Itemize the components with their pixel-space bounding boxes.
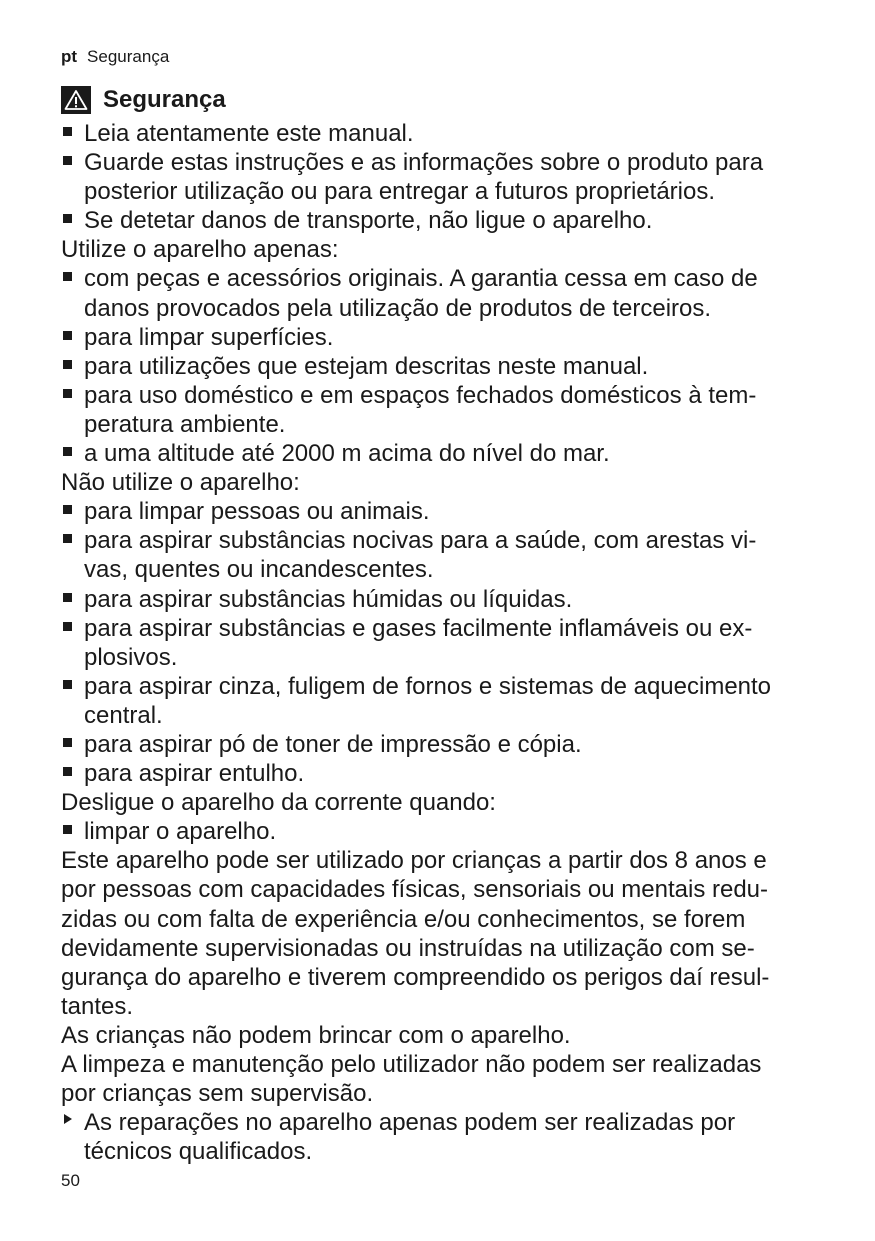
list-item-continuation: danos provocados pela utilização de produtos de terceiros.	[84, 294, 712, 322]
list-item: para aspirar substâncias húmidas ou líquidas.	[84, 585, 573, 613]
list-item: Leia atentamente este manual.	[84, 120, 414, 147]
warning-triangle-icon	[61, 86, 91, 114]
paragraph-line: devidamente supervisionadas ou instruídas na utilização com se-	[61, 934, 755, 962]
paragraph-line: A limpeza e manutenção pelo utilizador não podem ser realizadas	[61, 1051, 762, 1078]
list-item: para limpar pessoas ou animais.	[84, 498, 430, 526]
section-name: Segurança	[87, 47, 170, 66]
page-title: Segurança	[103, 86, 226, 113]
list-item-continuation: central.	[84, 701, 163, 729]
instruction-item-continuation: técnicos qualificados.	[84, 1138, 313, 1166]
list-item: Se detetar danos de transporte, não ligue o aparelho.	[84, 207, 653, 235]
list-item-continuation: vas, quentes ou incandescentes.	[84, 556, 434, 584]
list-item: para utilizações que estejam descritas neste manual.	[84, 352, 649, 380]
list-item: para aspirar substâncias e gases facilmente inflamáveis ou ex-	[84, 614, 753, 642]
list-item: para uso doméstico e em espaços fechados domésticos à tem-	[84, 381, 757, 409]
paragraph-line: gurança do aparelho e tiverem compreendido os perigos daí resul-	[61, 963, 770, 991]
section-title	[61, 84, 226, 116]
paragraph-line: por pessoas com capacidades físicas, sensoriais ou mentais redu-	[61, 876, 769, 904]
paragraph-line: tantes.	[61, 992, 134, 1020]
list-item: para aspirar substâncias nocivas para a saúde, com arestas vi-	[84, 527, 757, 555]
list-item: para aspirar pó de toner de impressão e cópia.	[84, 730, 582, 758]
paragraph-line: Utilize o aparelho apenas:	[61, 236, 339, 264]
language-code: pt	[61, 47, 78, 66]
paragraph-line: zidas ou com falta de experiência e/ou conhecimentos, se forem	[61, 905, 746, 933]
list-item: limpar o aparelho.	[84, 818, 277, 846]
paragraph-line: por crianças sem supervisão.	[61, 1080, 374, 1108]
paragraph-line: Não utilize o aparelho:	[61, 469, 300, 497]
page-header	[61, 46, 169, 68]
instruction-item: As reparações no aparelho apenas podem ser realizadas por	[84, 1109, 736, 1137]
page-number: 50	[61, 1171, 80, 1190]
safety-content	[61, 119, 821, 1166]
paragraph-line: As crianças não podem brincar com o aparelho.	[61, 1021, 571, 1049]
list-item-continuation: peratura ambiente.	[84, 410, 286, 438]
paragraph-line: Este aparelho pode ser utilizado por crianças a partir dos 8 anos e	[61, 847, 767, 875]
list-item: a uma altitude até 2000 m acima do nível do mar.	[84, 440, 610, 468]
list-item: para limpar superfícies.	[84, 323, 334, 351]
list-item: com peças e acessórios originais. A garantia cessa em caso de	[84, 265, 758, 293]
list-item: Guarde estas instruções e as informações sobre o produto para	[84, 149, 764, 177]
list-item: para aspirar cinza, fuligem de fornos e sistemas de aquecimento	[84, 672, 772, 700]
list-item-continuation: plosivos.	[84, 643, 178, 671]
list-item-continuation: posterior utilização ou para entregar a futuros proprietários.	[84, 178, 716, 206]
paragraph-line: Desligue o aparelho da corrente quando:	[61, 789, 496, 817]
list-item: para aspirar entulho.	[84, 760, 305, 788]
